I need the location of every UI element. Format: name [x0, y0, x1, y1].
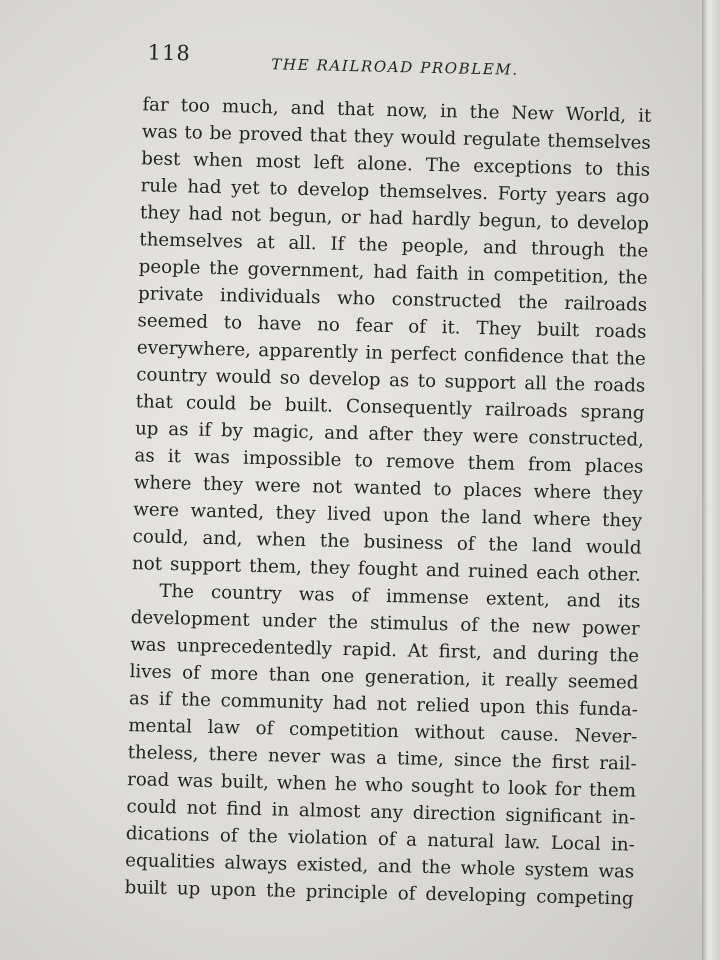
body-line: dications of the violation of a natural law. Local in- [125, 823, 636, 856]
body-line: people the government, had faith in competition, the [138, 256, 648, 289]
body-line: theless, there never was a time, since the first rail- [127, 742, 637, 775]
body-line: best when most left alone. The exceptions to this [140, 148, 651, 181]
body-line: development under the stimulus of the new power [130, 607, 640, 640]
body-line: private individuals who constructed the railroads [137, 283, 648, 316]
body-line: where they were not wanted to places where they [133, 472, 643, 505]
running-title: THE RAILROAD PROBLEM. [271, 55, 519, 79]
body-line: they had not begun, or had hardly begun, to develop [139, 202, 650, 235]
body-line: could not find in almost any direction significant in- [126, 796, 636, 829]
body-line: road was built, when he who sought to look for them [126, 769, 637, 802]
body-line: were wanted, they lived upon the land where they [133, 499, 643, 532]
body-line: as it was impossible to remove them from places [134, 445, 644, 478]
body-line: was unprecedentedly rapid. At first, and during the [129, 634, 640, 667]
body-line: that could be built. Consequently railroads sprang [135, 391, 645, 424]
body-line: equalities always existed, and the whole system was [125, 850, 635, 883]
body-line: mental law of competition without cause. Never- [128, 715, 638, 748]
body-line: The country was of immense extent, and its [159, 580, 641, 613]
body-line: everywhere, apparently in perfect confidence that the [136, 337, 647, 370]
body-line: far too much, and that now, in the New World, it [142, 94, 652, 127]
body-line: was to be proved that they would regulate themselves [141, 121, 651, 154]
body-line: as if the community had not relied upon this funda- [128, 688, 639, 721]
body-line: could, and, when the business of the land would [132, 526, 642, 559]
body-line: country would so develop as to support all the roads [136, 364, 646, 397]
body-line: themselves at all. If the people, and through the [139, 229, 649, 262]
body-line: rule had yet to develop themselves. Forty years ago [140, 175, 650, 208]
body-line: up as if by magic, and after they were constructed, [134, 418, 645, 451]
page-number: 118 [147, 40, 191, 66]
body-line: seemed to have no fear of it. They built roads [137, 310, 647, 343]
body-line: built up upon the principle of developing competing [124, 877, 634, 910]
body-line: not support them, they fought and ruined each other. [131, 553, 642, 586]
body-line: lives of more than one generation, it really seemed [129, 661, 639, 694]
